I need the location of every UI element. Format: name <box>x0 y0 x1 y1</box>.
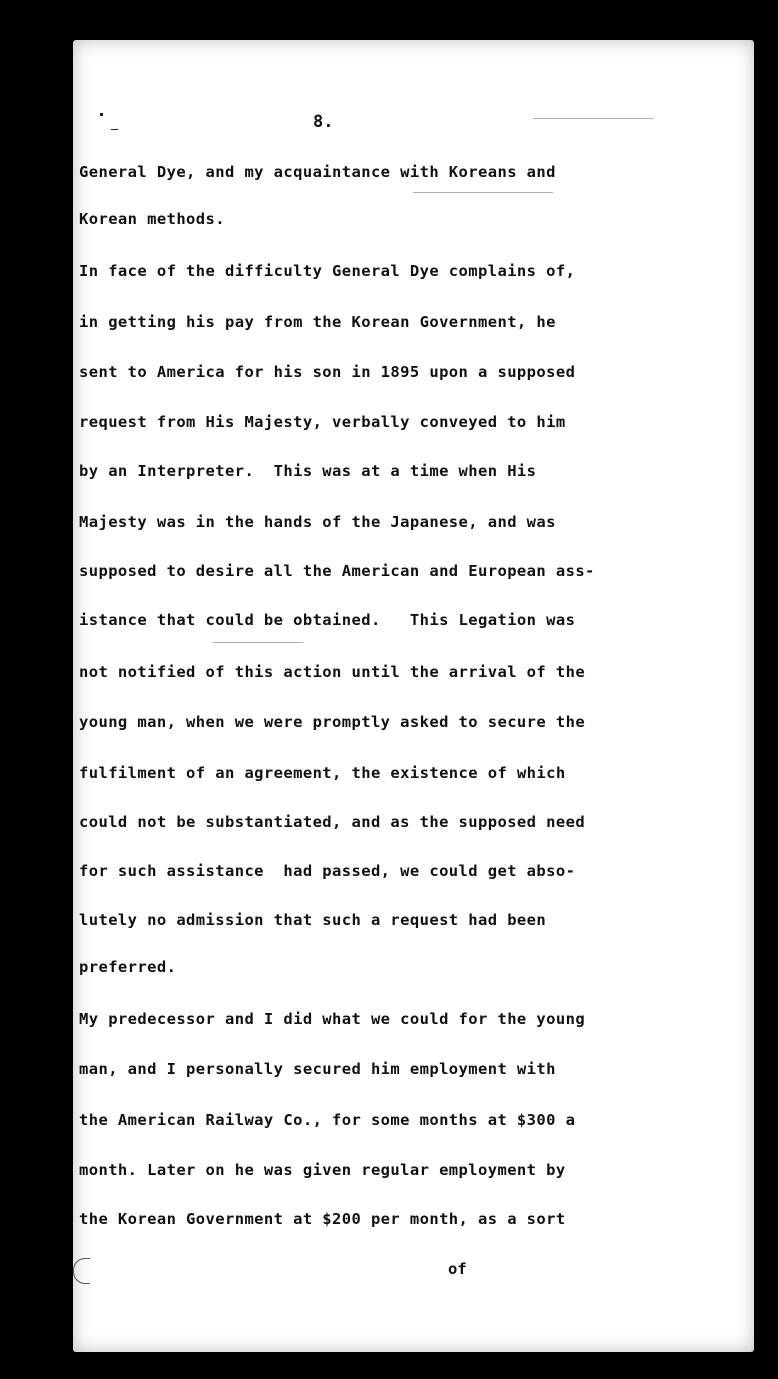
text-line: General Dye, and my acquaintance with Koreans and <box>79 163 556 181</box>
margin-dot <box>100 113 103 116</box>
text-line: the American Railway Co., for some months at $300 a <box>79 1111 576 1129</box>
margin-dash <box>111 129 118 130</box>
smudge-mark <box>533 118 653 119</box>
page-number: 8. <box>313 112 334 132</box>
text-line: fulfilment of an agreement, the existence of which <box>79 764 566 782</box>
text-line: Majesty was in the hands of the Japanese, and was <box>79 513 556 531</box>
text-line: lutely no admission that such a request had been <box>79 911 547 929</box>
text-line: could not be substantiated, and as the supposed need <box>79 813 586 831</box>
smudge-mark <box>213 642 303 643</box>
catchword: of <box>448 1260 467 1278</box>
text-line: the Korean Government at $200 per month, as a sort <box>79 1210 566 1228</box>
text-line: Korean methods. <box>79 210 225 228</box>
text-line: supposed to desire all the American and European ass- <box>79 562 595 580</box>
text-line: by an Interpreter. This was at a time when His <box>79 462 537 480</box>
text-line: In face of the difficulty General Dye complains of, <box>79 262 576 280</box>
text-line: for such assistance had passed, we could get abso- <box>79 862 576 880</box>
text-line: man, and I personally secured him employment with <box>79 1060 556 1078</box>
text-line: sent to America for his son in 1895 upon a supposed <box>79 363 576 381</box>
text-line: month. Later on he was given regular employment by <box>79 1161 566 1179</box>
text-line: request from His Majesty, verbally conveyed to him <box>79 413 566 431</box>
text-line: preferred. <box>79 958 177 976</box>
text-line: young man, when we were promptly asked to secure the <box>79 713 586 731</box>
smudge-mark <box>413 192 553 193</box>
margin-bracket <box>73 1258 90 1284</box>
text-line: in getting his pay from the Korean Government, he <box>79 313 556 331</box>
document-page <box>73 40 754 1352</box>
text-line: My predecessor and I did what we could for the young <box>79 1010 586 1028</box>
text-line: istance that could be obtained. This Legation was <box>79 611 576 629</box>
text-line: not notified of this action until the arrival of the <box>79 663 586 681</box>
